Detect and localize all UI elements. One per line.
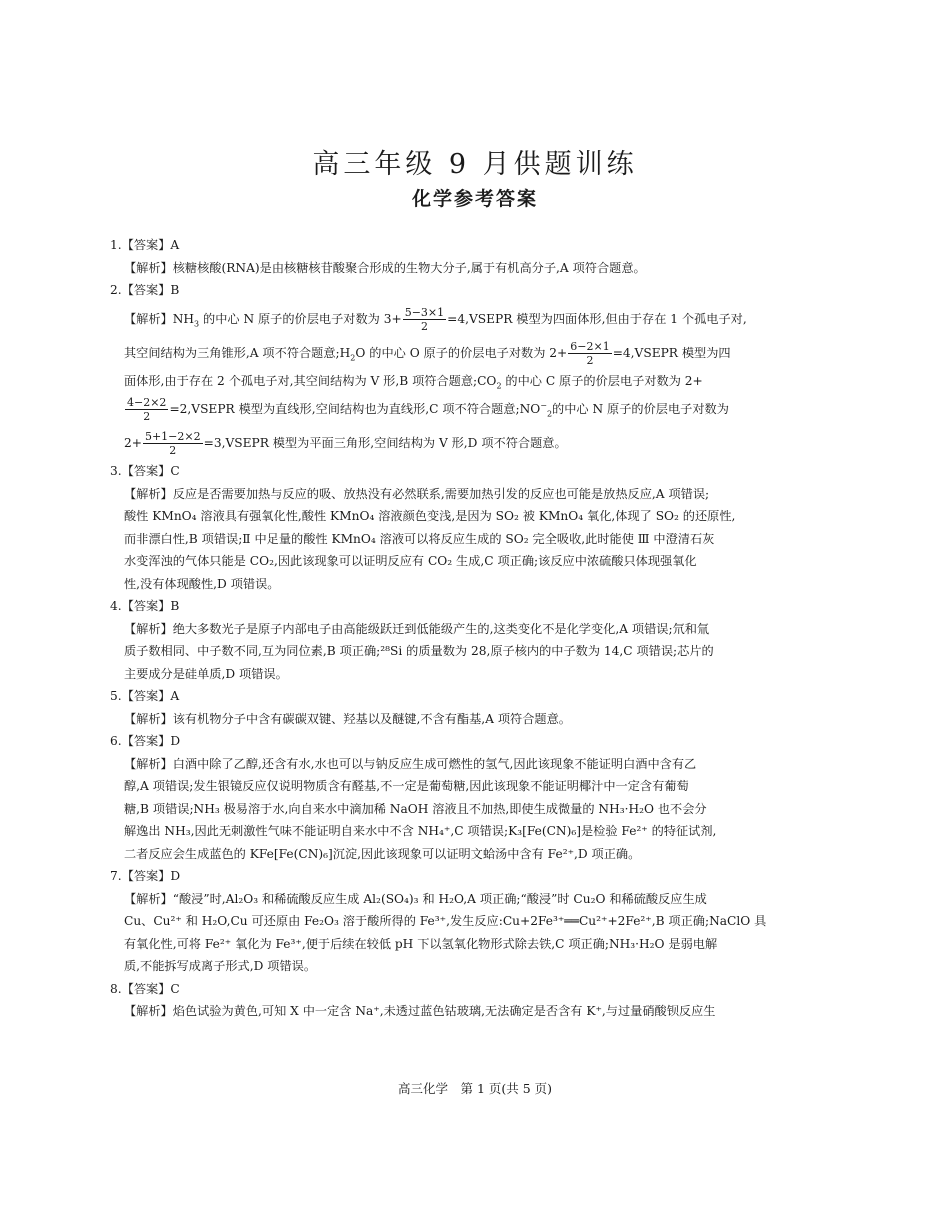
q3-explanation-line: 而非漂白性,B 项错误;Ⅱ 中足量的酸性 KMnO₄ 溶液可以将反应生成的 SO₂ 完全吸收,此时能使 Ⅲ 中澄清石灰 (124, 531, 715, 546)
text-span: O 的中心 O 原子的价层电子对数为 2+ (355, 345, 568, 360)
text-span: 其空间结构为三角锥形,A 项不符合题意;H (124, 345, 351, 360)
q3-explanation-line: 【解析】反应是否需要加热与反应的吸、放热没有必然联系,需要加热引发的反应也可能是放热反应,A 项错误; (124, 486, 710, 501)
q1-answer: 1.【答案】A (110, 238, 180, 252)
q4-explanation-line: 主要成分是硅单质,D 项错误。 (124, 666, 288, 681)
q7-explanation-line: 【解析】“酸浸”时,Al₂O₃ 和稀硫酸反应生成 Al₂(SO₄)₃ 和 H₂O,A 项正确;“酸浸”时 Cu₂O 和稀硫酸反应生成 (124, 891, 707, 906)
text-span: =4,VSEPR 模型为四面体形,但由于存在 1 个孤电子对, (447, 311, 747, 326)
q7-explanation-line: Cu、Cu²⁺ 和 H₂O,Cu 可还原由 Fe₂O₃ 溶于酸所得的 Fe³⁺,发生反应:Cu+2Fe³⁺══Cu²⁺+2Fe²⁺,B 项正确;NaClO 具 (124, 914, 767, 928)
q7-explanation-line: 质,不能拆写成离子形式,D 项错误。 (124, 959, 317, 973)
answer-body (110, 234, 807, 1023)
fraction-numerator: 4−2×2 (127, 396, 167, 409)
q3-answer: 3.【答案】C (110, 464, 180, 478)
page-footer: 高三化学 第 1 页(共 5 页) (397, 1081, 553, 1096)
q3-explanation-line: 酸性 KMnO₄ 溶液具有强氧化性,酸性 KMnO₄ 溶液颜色变浅,是因为 SO₂ 被 KMnO₄ 氧化,体现了 SO₂ 的还原性, (124, 509, 736, 523)
text-span: 2+ (124, 436, 142, 450)
fraction-numerator: 6−2×1 (570, 339, 610, 353)
fraction (143, 430, 203, 457)
q4-answer: 4.【答案】B (110, 599, 180, 613)
q8-explanation-line: 【解析】焰色试验为黄色,可知 X 中一定含 Na⁺,未透过蓝色钴玻璃,无法确定是否含有 K⁺,与过量硝酸钡反应生 (124, 1004, 716, 1018)
q4-explanation-line: 【解析】绝大多数光子是原子内部电子由高能级跃迁到低能级产生的,这类变化不是化学变化,A 项错误;氘和氚 (124, 621, 710, 636)
q2-answer: 2.【答案】B (110, 283, 180, 297)
q5-explanation-line: 【解析】该有机物分子中含有碳碳双键、羟基以及醚键,不含有酯基,A 项符合题意。 (124, 711, 571, 726)
page-subtitle: 化学参考答案 (411, 188, 538, 210)
fraction-denominator: 2 (143, 410, 151, 423)
text-span: 【解析】NH (124, 311, 195, 326)
q7-answer: 7.【答案】D (110, 869, 181, 883)
q2-explanation-line (124, 426, 807, 460)
q4-explanation-line: 质子数相同、中子数不同,互为同位素,B 项正确;²⁸Si 的质量数为 28,原子核内的中子数为 14,C 项错误;芯片的 (124, 644, 714, 658)
text-span: =3,VSEPR 模型为平面三角形,空间结构为 V 形,D 项不符合题意。 (203, 436, 567, 450)
fraction-numerator: 5+1−2×2 (144, 430, 201, 443)
q6-explanation-line: 醇,A 项错误;发生银镜反应仅说明物质含有醛基,不一定是葡萄糖,因此该现象不能证明椰汁中一定含有葡萄 (124, 779, 689, 793)
q3-explanation-line: 性,没有体现酸性,D 项错误。 (124, 576, 280, 591)
text-span: 的中心 C 原子的价层电子对数为 2+ (501, 373, 703, 388)
q2-explanation-line: 面体形,由于存在 2 个孤电子对,其空间结构为 V 形,B 项符合题意$;CO_2$ 的中心 C 原子的价层电子对数为 2+ (124, 373, 703, 390)
q8-answer: 8.【答案】C (110, 981, 180, 996)
q6-explanation-line: 解逸出 NH₃,因此无刺激性气味不能证明自来水中不含 NH₄⁺,C 项错误;K₃[Fe(CN)₆]是检验 Fe²⁺ 的特征试剂, (124, 824, 717, 838)
q5-answer: 5.【答案】A (110, 689, 180, 703)
fraction-denominator: 2 (169, 444, 177, 457)
page-title: 高三年级 9 月供题训练 (312, 149, 638, 180)
q3-explanation-line: 水变浑浊的气体只能是 CO₂,因此该现象可以证明反应有 CO₂ 生成,C 项正确;该反应中浓硫酸只体现强氧化 (124, 554, 697, 568)
fraction-denominator: 2 (586, 353, 594, 367)
q2-explanation-line: 【解析】$NH_3$ 的中心 N 原子的价层电子对数为 3+ $\frac{5-3\times 1}{2}$ =4,VSEPR 模型为四面体形,但由于存在 1 个孤电子对, (124, 305, 747, 333)
q1-explanation-line: 【解析】核糖核酸(RNA)是由核糖核苷酸聚合形成的生物大分子,属于有机高分子,A 项符合题意。 (124, 260, 646, 275)
text-span: =2,VSEPR 模型为直线形,空间结构也为直线形,C 项不符合题意;NO (169, 402, 541, 416)
text-span: 的中心 N 原子的价层电子对数为 (552, 402, 729, 416)
fraction-numerator: 5−3×1 (404, 305, 445, 319)
q6-explanation-line: 二者反应会生成蓝色的 KFe[Fe(CN)₆]沉淀,因此该现象可以证明文蛤汤中含有 Fe²⁺,D 项正确。 (124, 846, 641, 861)
text-span: 面体形,由于存在 2 个孤电子对,其空间结构为 V 形,B 项符合题意;CO (124, 373, 497, 388)
q7-explanation-line: 有氧化性,可将 Fe²⁺ 氧化为 Fe³⁺,便于后续在较低 pH 下以氢氧化物形式除去铁,C 项正确;NH₃·H₂O 是弱电解 (124, 936, 718, 951)
q6-answer: 6.【答案】D (110, 734, 181, 748)
fraction (403, 306, 446, 333)
q2-explanation-line: 其空间结构为三角锥形,A 项不符合题意$;H_2O$ 的中心 O 原子的价层电子对数为 2+ $\frac{6-2\times 1}{2}$ =4,VSEPR 模型为四 (124, 339, 731, 367)
text-span: 的中心 N 原子的价层电子对数为 3+ (199, 311, 402, 326)
fraction-denominator: 2 (420, 319, 428, 333)
q6-explanation-line: 【解析】白酒中除了乙醇,还含有水,水也可以与钠反应生成可燃性的氢气,因此该现象不能证明白酒中含有乙 (124, 756, 697, 771)
q2-explanation-line: $\frac{4-2\times 2}{2}$ =2,VSEPR 模型为直线形,空间结构也为直线形,C 项不符合题意$;NO^-_2$的中心 N 原子的价层电子对数为 (127, 396, 729, 423)
q6-explanation-line: 糖,B 项错误;NH₃ 极易溶于水,向自来水中滴加稀 NaOH 溶液且不加热,即使生成微量的 NH₃·H₂O 也不会分 (124, 801, 707, 816)
text-span: =4,VSEPR 模型为四 (612, 345, 731, 360)
fraction (125, 396, 168, 423)
fraction (568, 340, 611, 367)
